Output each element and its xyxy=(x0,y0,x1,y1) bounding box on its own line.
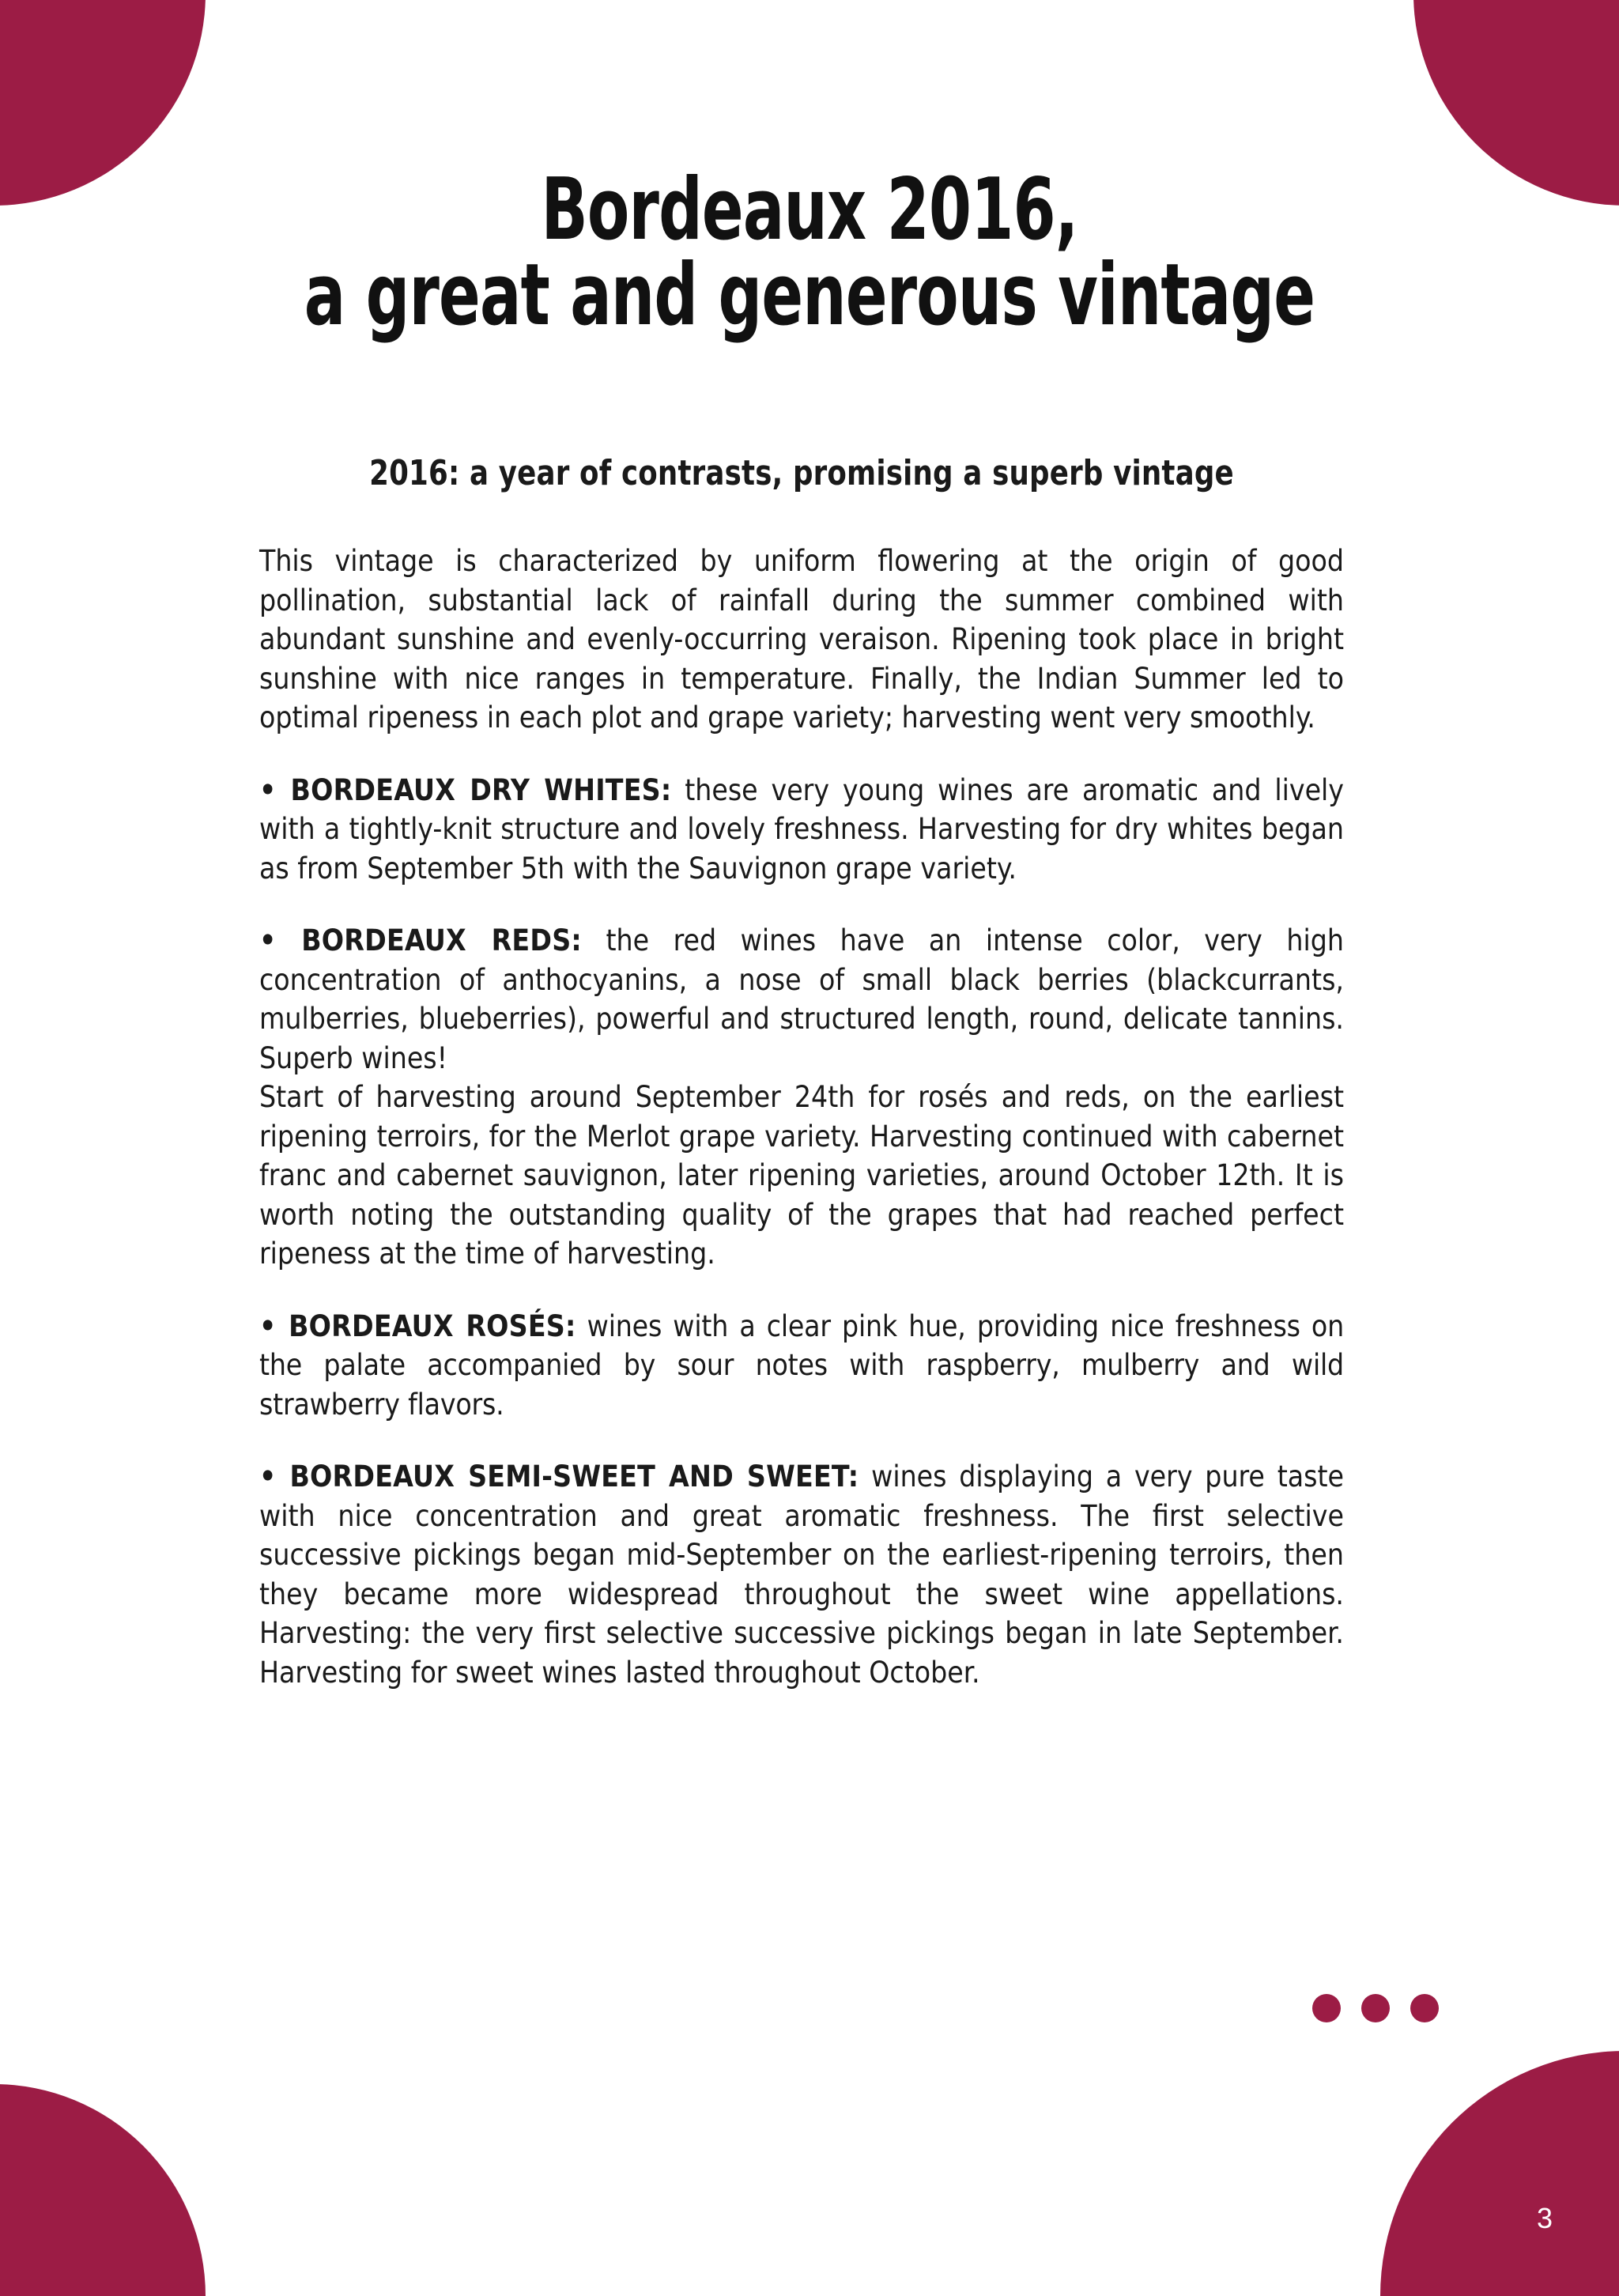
paragraph-semi-sweet-and-sweet xyxy=(259,1457,1344,1692)
paragraph-dry-whites xyxy=(259,771,1344,889)
ornament-dot xyxy=(1361,1994,1390,2022)
article-body xyxy=(259,455,1344,1692)
page-title-line-1: Bordeaux 2016, xyxy=(541,160,1078,260)
sweet-text: wines displaying a very pure taste with nice concentration and great aromatic freshness. The first selective successive pickings began mid-September on the earliest-ripening terroirs, then they became more widespread throughout the sweet wine appellations. Harvesting: the very first selective successive pickings began in late September. Harvesting for sweet wines lasted throughout October. xyxy=(259,1460,1345,1690)
ornament-dot xyxy=(1410,1994,1439,2022)
paragraph-roses xyxy=(259,1307,1344,1425)
roses-text: wines with a clear pink hue, providing nice freshness on the palate accompanied by sour notes with raspberry, mulberry and wild strawberry flavors. xyxy=(259,1308,1344,1422)
reds-label: • BORDEAUX REDS: xyxy=(259,923,582,958)
paragraph-reds xyxy=(259,921,1344,1274)
page-title xyxy=(162,160,1457,346)
sweet-label: • BORDEAUX SEMI-SWEET AND SWEET: xyxy=(259,1460,859,1494)
ornament-dot xyxy=(1312,1994,1341,2022)
reds-text-continued: Start of harvesting around September 24th for rosés and reds, on the earliest ripening terroirs, for the Merlot grape variety. Harvesting continued with cabernet franc and cabernet sauvignon, later ripening varieties, around October 12th. It is worth noting the outstanding quality of the grapes that had reached perfect ripeness at the time of harvesting. xyxy=(259,1080,1344,1271)
roses-label: • BORDEAUX ROSÉS: xyxy=(259,1308,576,1343)
ellipsis-ornament xyxy=(1312,1994,1439,2022)
reds-text: the red wines have an intense color, very high concentration of anthocyanins, a nose of small black berries (blackcurrants, mulberries, blueberries), powerful and structured length, round, delicate tannins. Superb wines! xyxy=(259,923,1344,1075)
dry-whites-text: these very young wines are aromatic and lively with a tightly-knit structure and lovely freshness. Harvesting for dry whites began as from September 5th with the Sauvignon grape variety. xyxy=(259,772,1344,886)
corner-decoration-bottom-left xyxy=(0,2084,206,2296)
corner-decoration-bottom-right xyxy=(1380,2051,1619,2296)
dry-whites-label: • BORDEAUX DRY WHITES: xyxy=(259,772,672,807)
paragraph-intro: This vintage is characterized by uniform flowering at the origin of good pollination, substantial lack of rainfall during the summer combined with abundant sunshine and evenly-occurring veraison. Ripening took place in bright sunshine with nice ranges in temperature. Finally, the Indian Summer led to optimal ripeness in each plot and grape variety; harvesting went very smoothly. xyxy=(259,544,1344,735)
page-title-line-2: a great and generous vintage xyxy=(304,246,1315,346)
page-number: 3 xyxy=(1536,2202,1553,2234)
section-heading: 2016: a year of contrasts, promising a superb vintage xyxy=(369,453,1234,493)
